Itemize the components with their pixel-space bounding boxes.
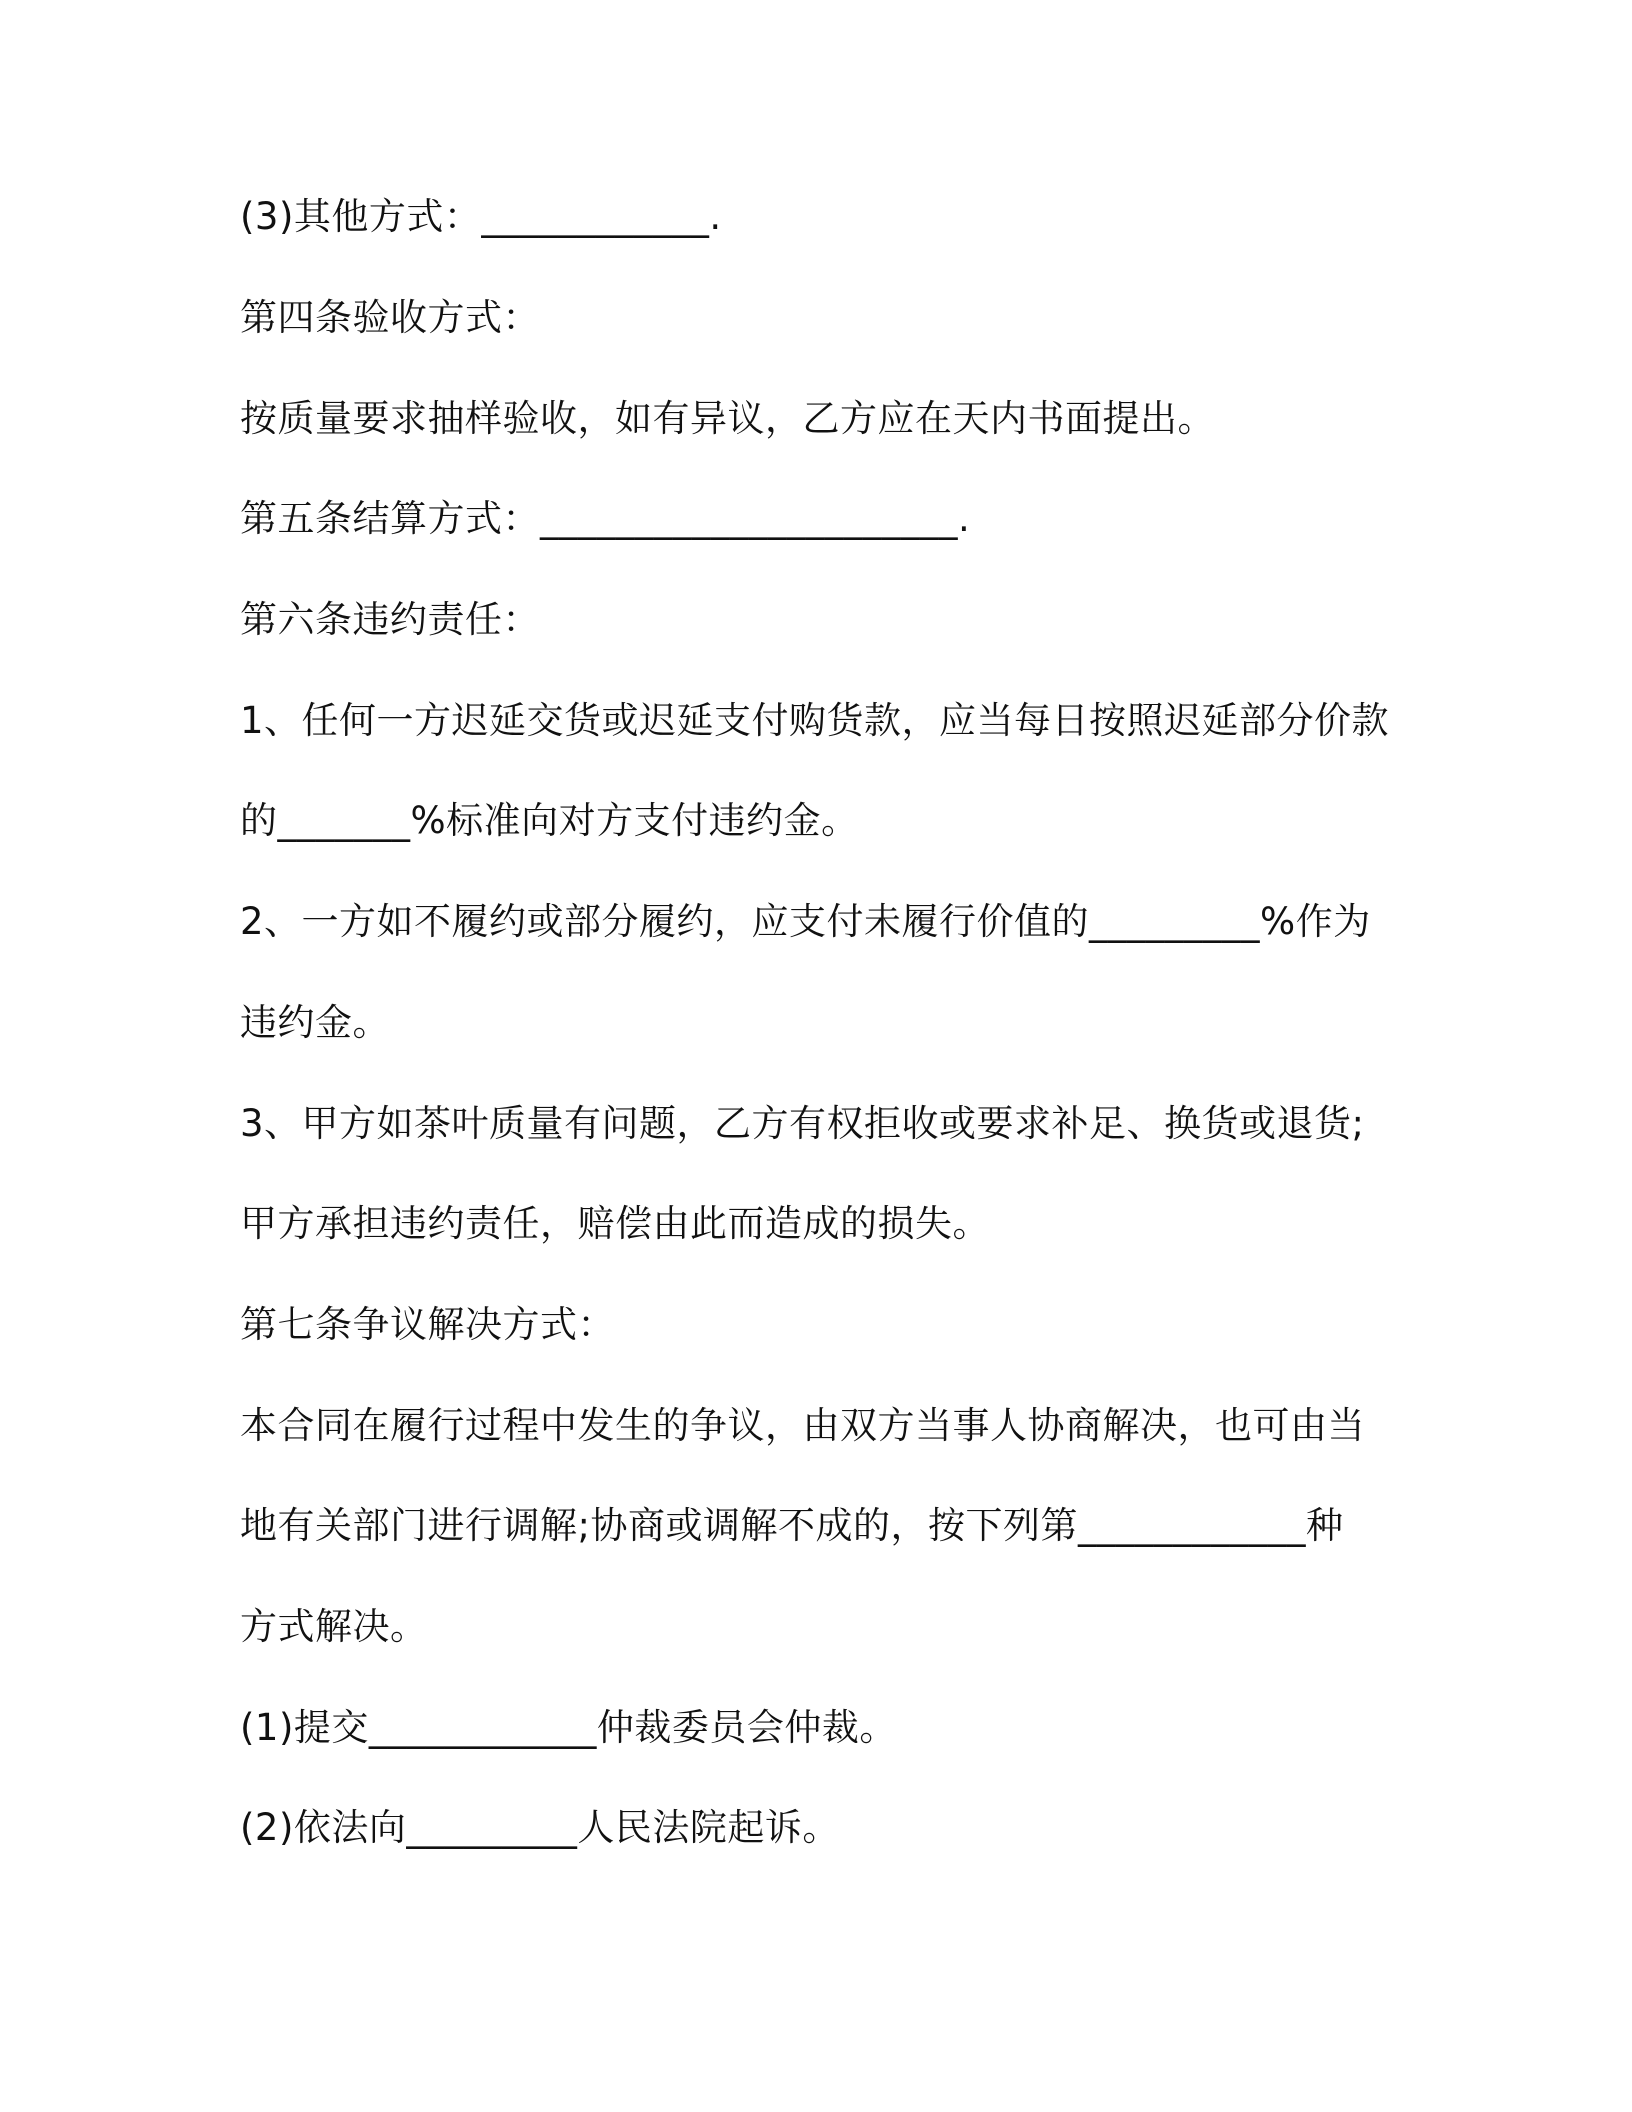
text-line-liability-1b: 的_______%标准向对方支付违约金。	[240, 799, 859, 842]
text-line-litigation: (2)依法向_________人民法院起诉。	[240, 1806, 840, 1849]
text-line-other-method: (3)其他方式：____________.	[240, 195, 722, 238]
text-line-liability-2b: 违约金。	[240, 1001, 390, 1044]
text-line-arbitration: (1)提交____________仲裁委员会仲裁。	[240, 1706, 897, 1749]
heading-article-5: 第五条结算方式：______________________.	[240, 497, 971, 540]
text-line-liability-1a: 1、任何一方迟延交货或迟延支付购货款，应当每日按照迟延部分价款	[240, 699, 1390, 742]
text-line-inspection: 按质量要求抽样验收，如有异议，乙方应在天内书面提出。	[240, 397, 1215, 440]
text-line-dispute-c: 方式解决。	[240, 1605, 428, 1648]
heading-article-6: 第六条违约责任：	[240, 598, 540, 641]
heading-article-7: 第七条争议解决方式：	[240, 1303, 615, 1346]
text-line-liability-2a: 2、一方如不履约或部分履约，应支付未履行价值的_________%作为	[240, 900, 1371, 943]
heading-article-4: 第四条验收方式：	[240, 296, 540, 339]
text-line-dispute-a: 本合同在履行过程中发生的争议，由双方当事人协商解决，也可由当	[240, 1404, 1365, 1447]
text-line-liability-3a: 3、甲方如茶叶质量有问题，乙方有权拒收或要求补足、换货或退货;	[240, 1102, 1365, 1145]
text-line-dispute-b: 地有关部门进行调解;协商或调解不成的，按下列第____________种	[240, 1504, 1344, 1547]
text-line-liability-3b: 甲方承担违约责任，赔偿由此而造成的损失。	[240, 1202, 990, 1245]
